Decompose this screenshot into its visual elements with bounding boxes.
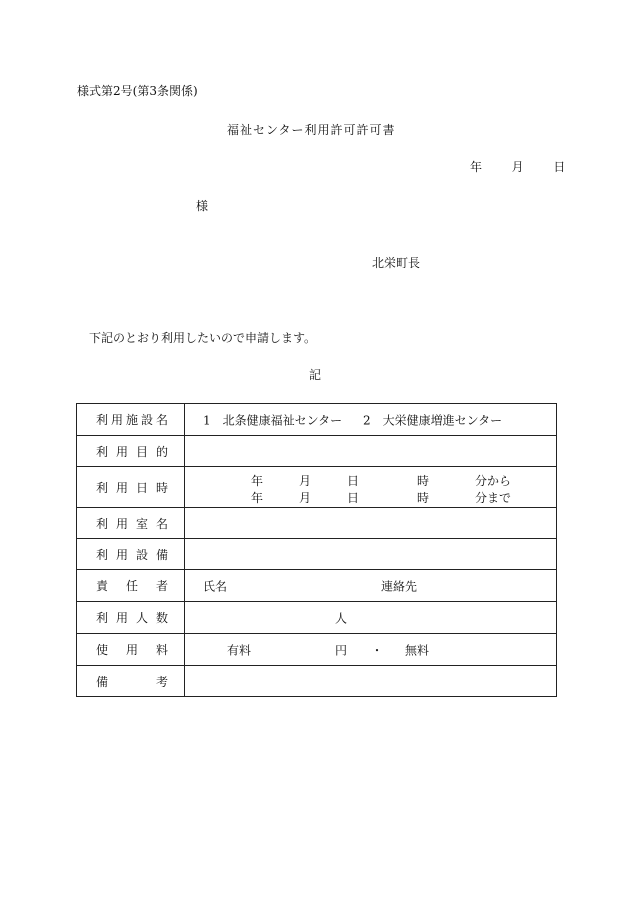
label-char: 施	[125, 413, 138, 427]
ki-heading: 記	[309, 368, 322, 382]
facility-option-1[interactable]: 1 北条健康福祉センター	[203, 413, 343, 427]
label-char: 用	[115, 444, 128, 459]
label-char: 利	[96, 413, 109, 427]
label-datetime	[77, 467, 185, 508]
row-fee	[77, 634, 557, 666]
dt-day: 日	[347, 474, 360, 488]
label-facility	[77, 404, 185, 436]
dt-year: 年	[251, 491, 264, 505]
row-equipment	[77, 539, 557, 570]
facility-option-2[interactable]: 2 大栄健康増進センター	[363, 413, 503, 427]
dt-day: 日	[347, 491, 360, 505]
label-char: 時	[155, 480, 168, 495]
value-responsible[interactable]	[185, 570, 557, 602]
label-char: 責	[96, 579, 109, 593]
dt-hour: 時	[417, 491, 430, 505]
label-char: 日	[135, 480, 148, 495]
label-char: 備	[155, 547, 168, 562]
label-purpose	[77, 436, 185, 467]
row-remarks	[77, 666, 557, 697]
datetime-to	[185, 489, 556, 503]
dt-minute: 分から	[475, 474, 512, 488]
label-char: 数	[155, 611, 168, 625]
label-char: 人	[135, 611, 148, 625]
row-room	[77, 508, 557, 539]
intro-text: 下記のとおり利用したいので申請します。	[89, 331, 317, 345]
dt-month: 月	[299, 491, 312, 505]
label-char: 設	[135, 547, 148, 562]
label-room	[77, 508, 185, 539]
dt-minute: 分まで	[475, 491, 512, 505]
row-responsible	[77, 570, 557, 602]
label-char: 料	[155, 643, 168, 657]
label-char: 考	[155, 674, 168, 689]
label-char: 利	[96, 480, 109, 495]
dt-month: 月	[299, 474, 312, 488]
value-datetime[interactable]	[185, 467, 557, 508]
label-char: 用	[125, 643, 138, 657]
label-responsible	[77, 570, 185, 602]
label-char: 用	[110, 413, 123, 427]
document-title: 福祉センター利用許可許可書	[227, 123, 396, 137]
label-char: 目	[135, 444, 148, 459]
label-char: 任	[125, 579, 138, 593]
label-char: 設	[140, 413, 153, 427]
label-char: 用	[115, 547, 128, 562]
value-equipment[interactable]	[185, 539, 557, 570]
row-datetime	[77, 467, 557, 508]
person-unit: 人	[335, 611, 348, 625]
row-purpose	[77, 436, 557, 467]
label-char: 室	[135, 516, 148, 531]
fee-paid[interactable]: 有料	[227, 643, 252, 657]
value-purpose[interactable]	[185, 436, 557, 467]
date-day: 日	[553, 160, 566, 174]
label-remarks	[77, 666, 185, 697]
form-number: 様式第2号(第3条関係)	[77, 84, 198, 98]
dt-hour: 時	[417, 474, 430, 488]
fee-yen: 円	[335, 643, 348, 657]
label-char: 名	[155, 516, 168, 531]
addressee-suffix: 様	[196, 199, 209, 213]
fee-free[interactable]: 無料	[405, 643, 430, 657]
label-char: 利	[96, 611, 109, 625]
date-year: 年	[470, 160, 483, 174]
label-equipment	[77, 539, 185, 570]
value-room[interactable]	[185, 508, 557, 539]
label-char: 備	[96, 674, 109, 689]
label-char: 用	[115, 516, 128, 531]
label-headcount	[77, 602, 185, 634]
value-facility[interactable]	[185, 404, 557, 436]
label-char: 名	[155, 413, 168, 427]
label-char: 者	[155, 579, 168, 593]
contact-label: 連絡先	[381, 579, 418, 593]
label-char: 用	[115, 611, 128, 625]
label-char: 的	[155, 444, 168, 459]
row-headcount	[77, 602, 557, 634]
name-label: 氏名	[203, 579, 228, 593]
date-line	[470, 160, 565, 174]
value-fee[interactable]	[185, 634, 557, 666]
row-facility	[77, 404, 557, 436]
application-table	[76, 403, 557, 697]
date-month: 月	[511, 160, 524, 174]
datetime-from	[185, 472, 556, 486]
label-char: 使	[96, 643, 109, 657]
label-fee	[77, 634, 185, 666]
value-remarks[interactable]	[185, 666, 557, 697]
dt-year: 年	[251, 474, 264, 488]
issuer: 北栄町長	[372, 256, 421, 270]
label-char: 利	[96, 444, 109, 459]
value-headcount[interactable]	[185, 602, 557, 634]
label-char: 用	[115, 480, 128, 495]
fee-separator: ・	[371, 643, 384, 657]
label-char: 利	[96, 547, 109, 562]
label-char: 利	[96, 516, 109, 531]
